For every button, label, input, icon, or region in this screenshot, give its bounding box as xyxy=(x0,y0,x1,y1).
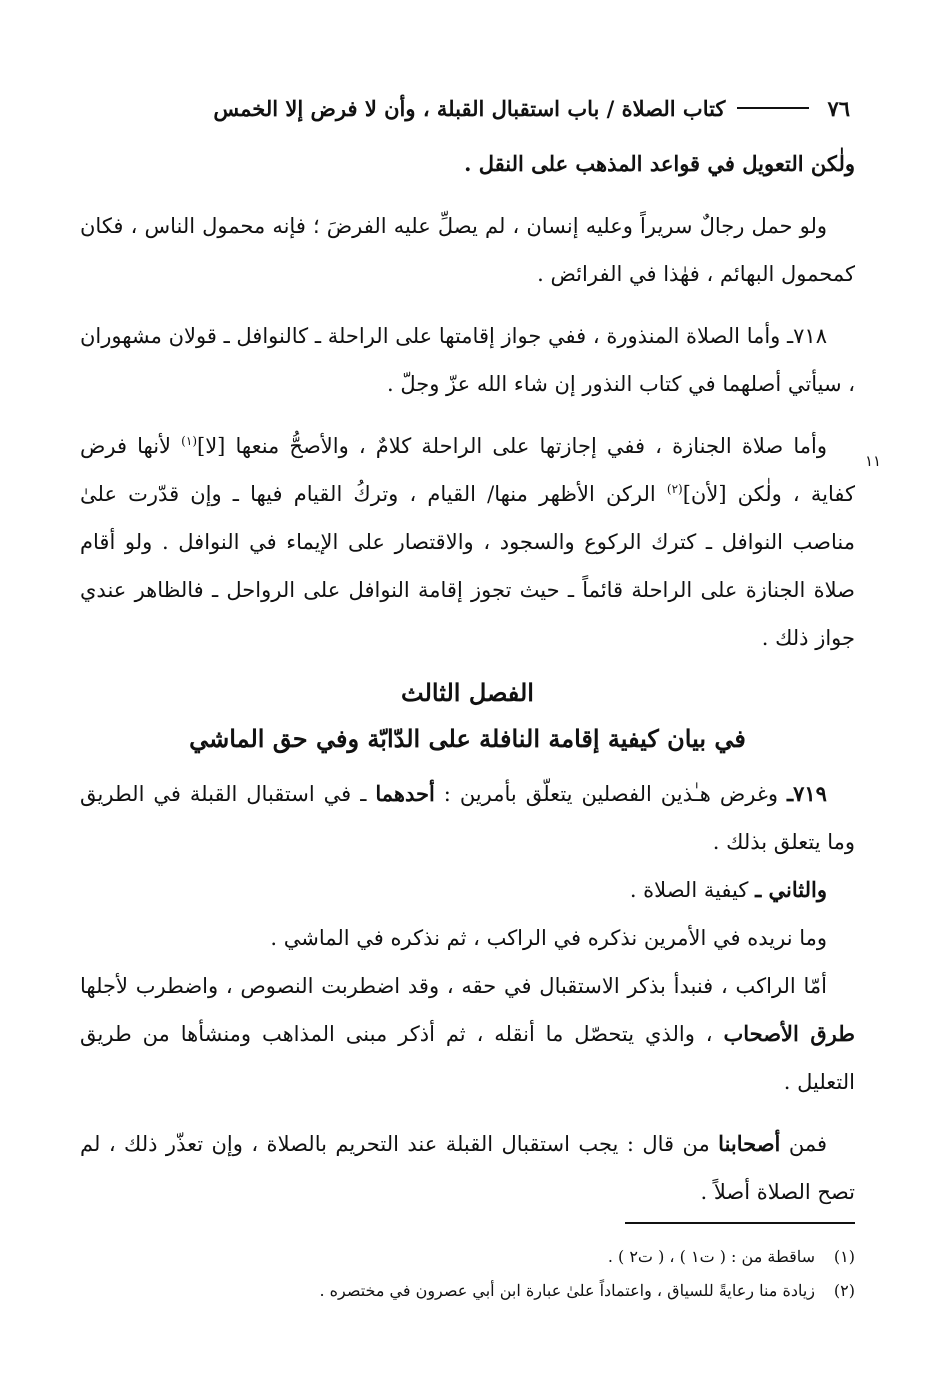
paragraph: أمّا الراكب ، فنبدأ بذكر الاستقبال في حقه ، وقد اضطربت النصوص ، واضطرب لأجلها طرق الأصحاب ، والذي يتحصّل ما أنقله ، ثم أذكر مبنى المذاهب ومنشأها من طريق التعليل . xyxy=(80,974,855,1094)
footnote-2: (٢) زيادة منا رعايةً للسياق ، واعتماداً علىٰ عبارة ابن أبي عصرون في مختصره . xyxy=(319,1281,855,1300)
paragraph: ولو حمل رجالٌ سريراً وعليه إنسان ، لم يصلِّ عليه الفرضَ ؛ فإنه محمول الناس ، فكان كمحمول البهائم ، فهٰذا في الفرائض . xyxy=(80,214,855,286)
body-text-top xyxy=(80,140,855,662)
page-header xyxy=(80,88,850,128)
margin-manuscript-page-number: ١١ xyxy=(865,452,882,470)
footnote-ref: (١) xyxy=(181,434,197,448)
paragraph: ولٰكن التعويل في قواعد المذهب على النقل . xyxy=(464,151,855,176)
paragraph-718: ٧١٨ـ وأما الصلاة المنذورة ، ففي جواز إقامتها على الراحلة ـ كالنوافل ـ قولان مشهوران ، سيأتي أصلهما في كتاب النذور إن شاء الله عزّ وجلّ . xyxy=(80,324,855,396)
page-number: ٧٦ xyxy=(827,95,850,121)
paragraph: وأما صلاة الجنازة ، ففي إجازتها على الراحلة كلامٌ ، والأصحُّ منعها [لا]$^{(١)}$ لأنها فرض كفاية ، ولٰكن [لأن]$^{(٢)}$ الركن الأظهر منها/ القيام ، وتركُ القيام فيها ـ وإن قدّرت علىٰ مناصب النوافل ـ كترك الركوع والسجود ، والاقتصار على الإيماء في النوافل . ولو أقام صلاة الجنازة على الراحلة قائماً ـ حيث تجوز إقامة النوافل على الرواحل ـ فالظاهر عندي جواز ذلك . xyxy=(80,434,855,650)
footnote-1: (١) ساقطة من : ( ت١ ) ، ( ت٢ ) . xyxy=(607,1247,855,1266)
paragraph: وما نريده في الأمرين نذكره في الراكب ، ثم نذكره في الماشي . xyxy=(270,926,827,950)
running-title: كتاب الصلاة / باب استقبال القبلة ، وأن لا فرض إلا الخمس xyxy=(213,95,726,121)
header-rule xyxy=(737,107,809,109)
paragraph: والثاني ـ كيفية الصلاة . xyxy=(629,877,827,902)
paragraph: فمن أصحابنا من قال : يجب استقبال القبلة عند التحريم بالصلاة ، وإن تعذّر ذلك ، لم تصح الصلاة أصلاً . xyxy=(80,1131,855,1204)
footnote-separator xyxy=(625,1222,855,1224)
footnotes xyxy=(80,1240,855,1308)
chapter-subtitle: في بيان كيفية إقامة النافلة على الدّابّة وفي حق الماشي xyxy=(189,724,746,753)
footnote-ref: (٢) xyxy=(666,482,683,496)
chapter-heading xyxy=(80,670,855,762)
paragraph-719: ٧١٩ـ وغرض هـٰذين الفصلين يتعلّق بأمرين : أحدهما ـ في استقبال القبلة في الطريق وما يتعلق بذلك . xyxy=(80,781,855,854)
body-text-bottom xyxy=(80,770,855,1216)
chapter-title: الفصل الثالث xyxy=(401,678,534,707)
